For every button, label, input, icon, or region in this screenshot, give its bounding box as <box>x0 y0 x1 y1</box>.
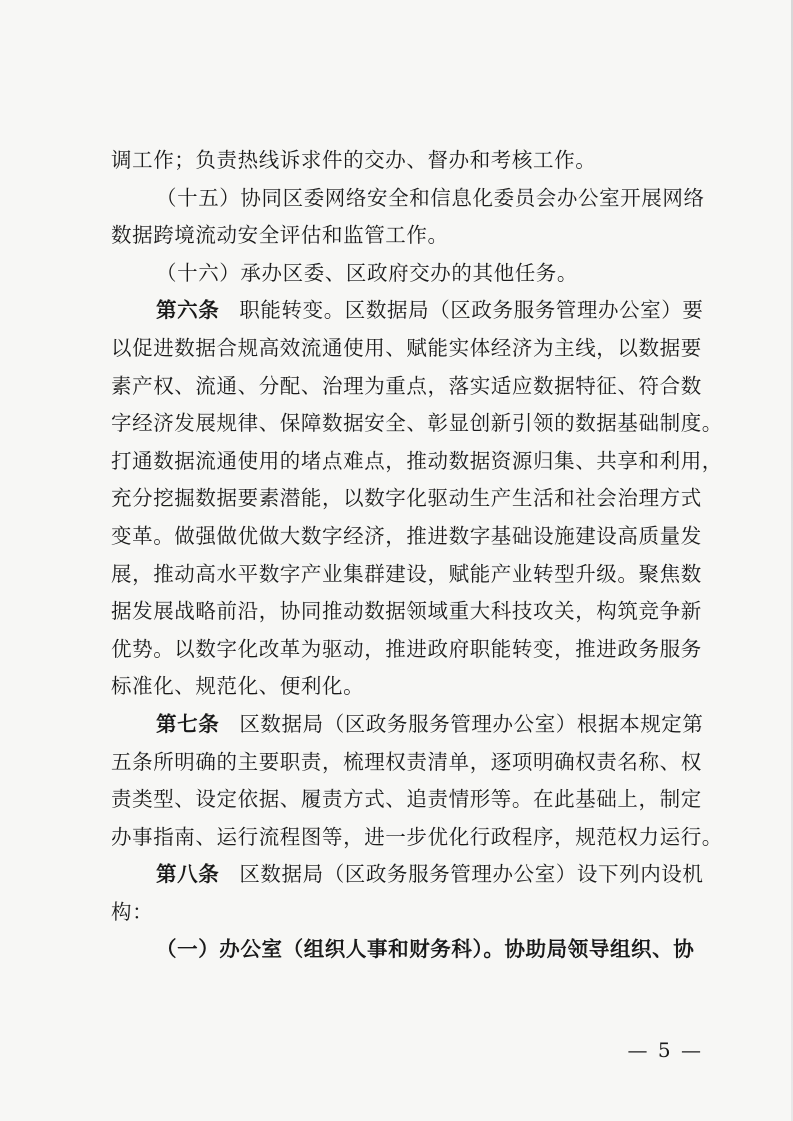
article-seven-line <box>111 706 711 744</box>
text-line: 构： <box>111 899 154 924</box>
article-text: 区数据局（区政务服务管理办公室）根据本规定第 <box>239 711 704 736</box>
text-line: 字经济发展规律、保障数据安全、彰显创新引领的数据基础制度。 <box>111 411 723 436</box>
text-line: 调工作；负责热线诉求件的交办、督办和考核工作。 <box>111 148 597 172</box>
article-six-line <box>111 292 711 330</box>
article-heading: 第七条 <box>156 711 220 736</box>
text-line: （十六）承办区委、区政府交办的其他任务。 <box>156 260 578 285</box>
text-line: 办事指南、运行流程图等，进一步优化行政程序，规范权力运行。 <box>111 824 723 849</box>
article-text: 区数据局（区政务服务管理办公室）设下列内设机 <box>239 862 704 887</box>
page-number: — 5 — <box>627 1038 703 1062</box>
text-line: 素产权、流通、分配、治理为重点，落实适应数据特征、符合数 <box>111 373 702 398</box>
text-line: 责类型、设定依据、履责方式、追责情形等。在此基础上，制定 <box>111 787 702 812</box>
text-line: 五条所明确的主要职责，梳理权责清单，逐项明确权责名称、权 <box>111 749 702 774</box>
text-line: 展，推动高水平数字产业集群建设，赋能产业转型升级。聚焦数 <box>111 561 702 586</box>
text-line: （十五）协同区委网络安全和信息化委员会办公室开展网络 <box>156 185 705 210</box>
text-line: 充分挖掘数据要素潜能，以数字化驱动生产生活和社会治理方式 <box>111 486 702 511</box>
article-heading: 第八条 <box>156 862 220 887</box>
article-text: 职能转变。区数据局（区政务服务管理办公室）要 <box>239 298 704 323</box>
text-line: （一）办公室（组织人事和财务科）。协助局领导组织、协 <box>156 937 695 962</box>
text-line: 打通数据流通使用的堵点难点，推动数据资源归集、共享和利用， <box>111 448 723 473</box>
text-line: 变革。做强做优做大数字经济，推进数字基础设施建设高质量发 <box>111 523 702 548</box>
text-line: 优势。以数字化改革为驱动，推进政府职能转变，推进政务服务 <box>111 636 702 661</box>
text-line: 数据跨境流动安全评估和监管工作。 <box>111 223 449 248</box>
text-line: 标准化、规范化、便利化。 <box>111 674 365 699</box>
article-eight-line <box>111 856 711 894</box>
text-line: 据发展战略前沿，协同推动数据领域重大科技攻关，构筑竞争新 <box>111 599 702 624</box>
article-heading: 第六条 <box>156 298 220 323</box>
body-text <box>111 142 723 969</box>
text-line: 以促进数据合规高效流通使用、赋能实体经济为主线，以数据要 <box>111 335 702 360</box>
